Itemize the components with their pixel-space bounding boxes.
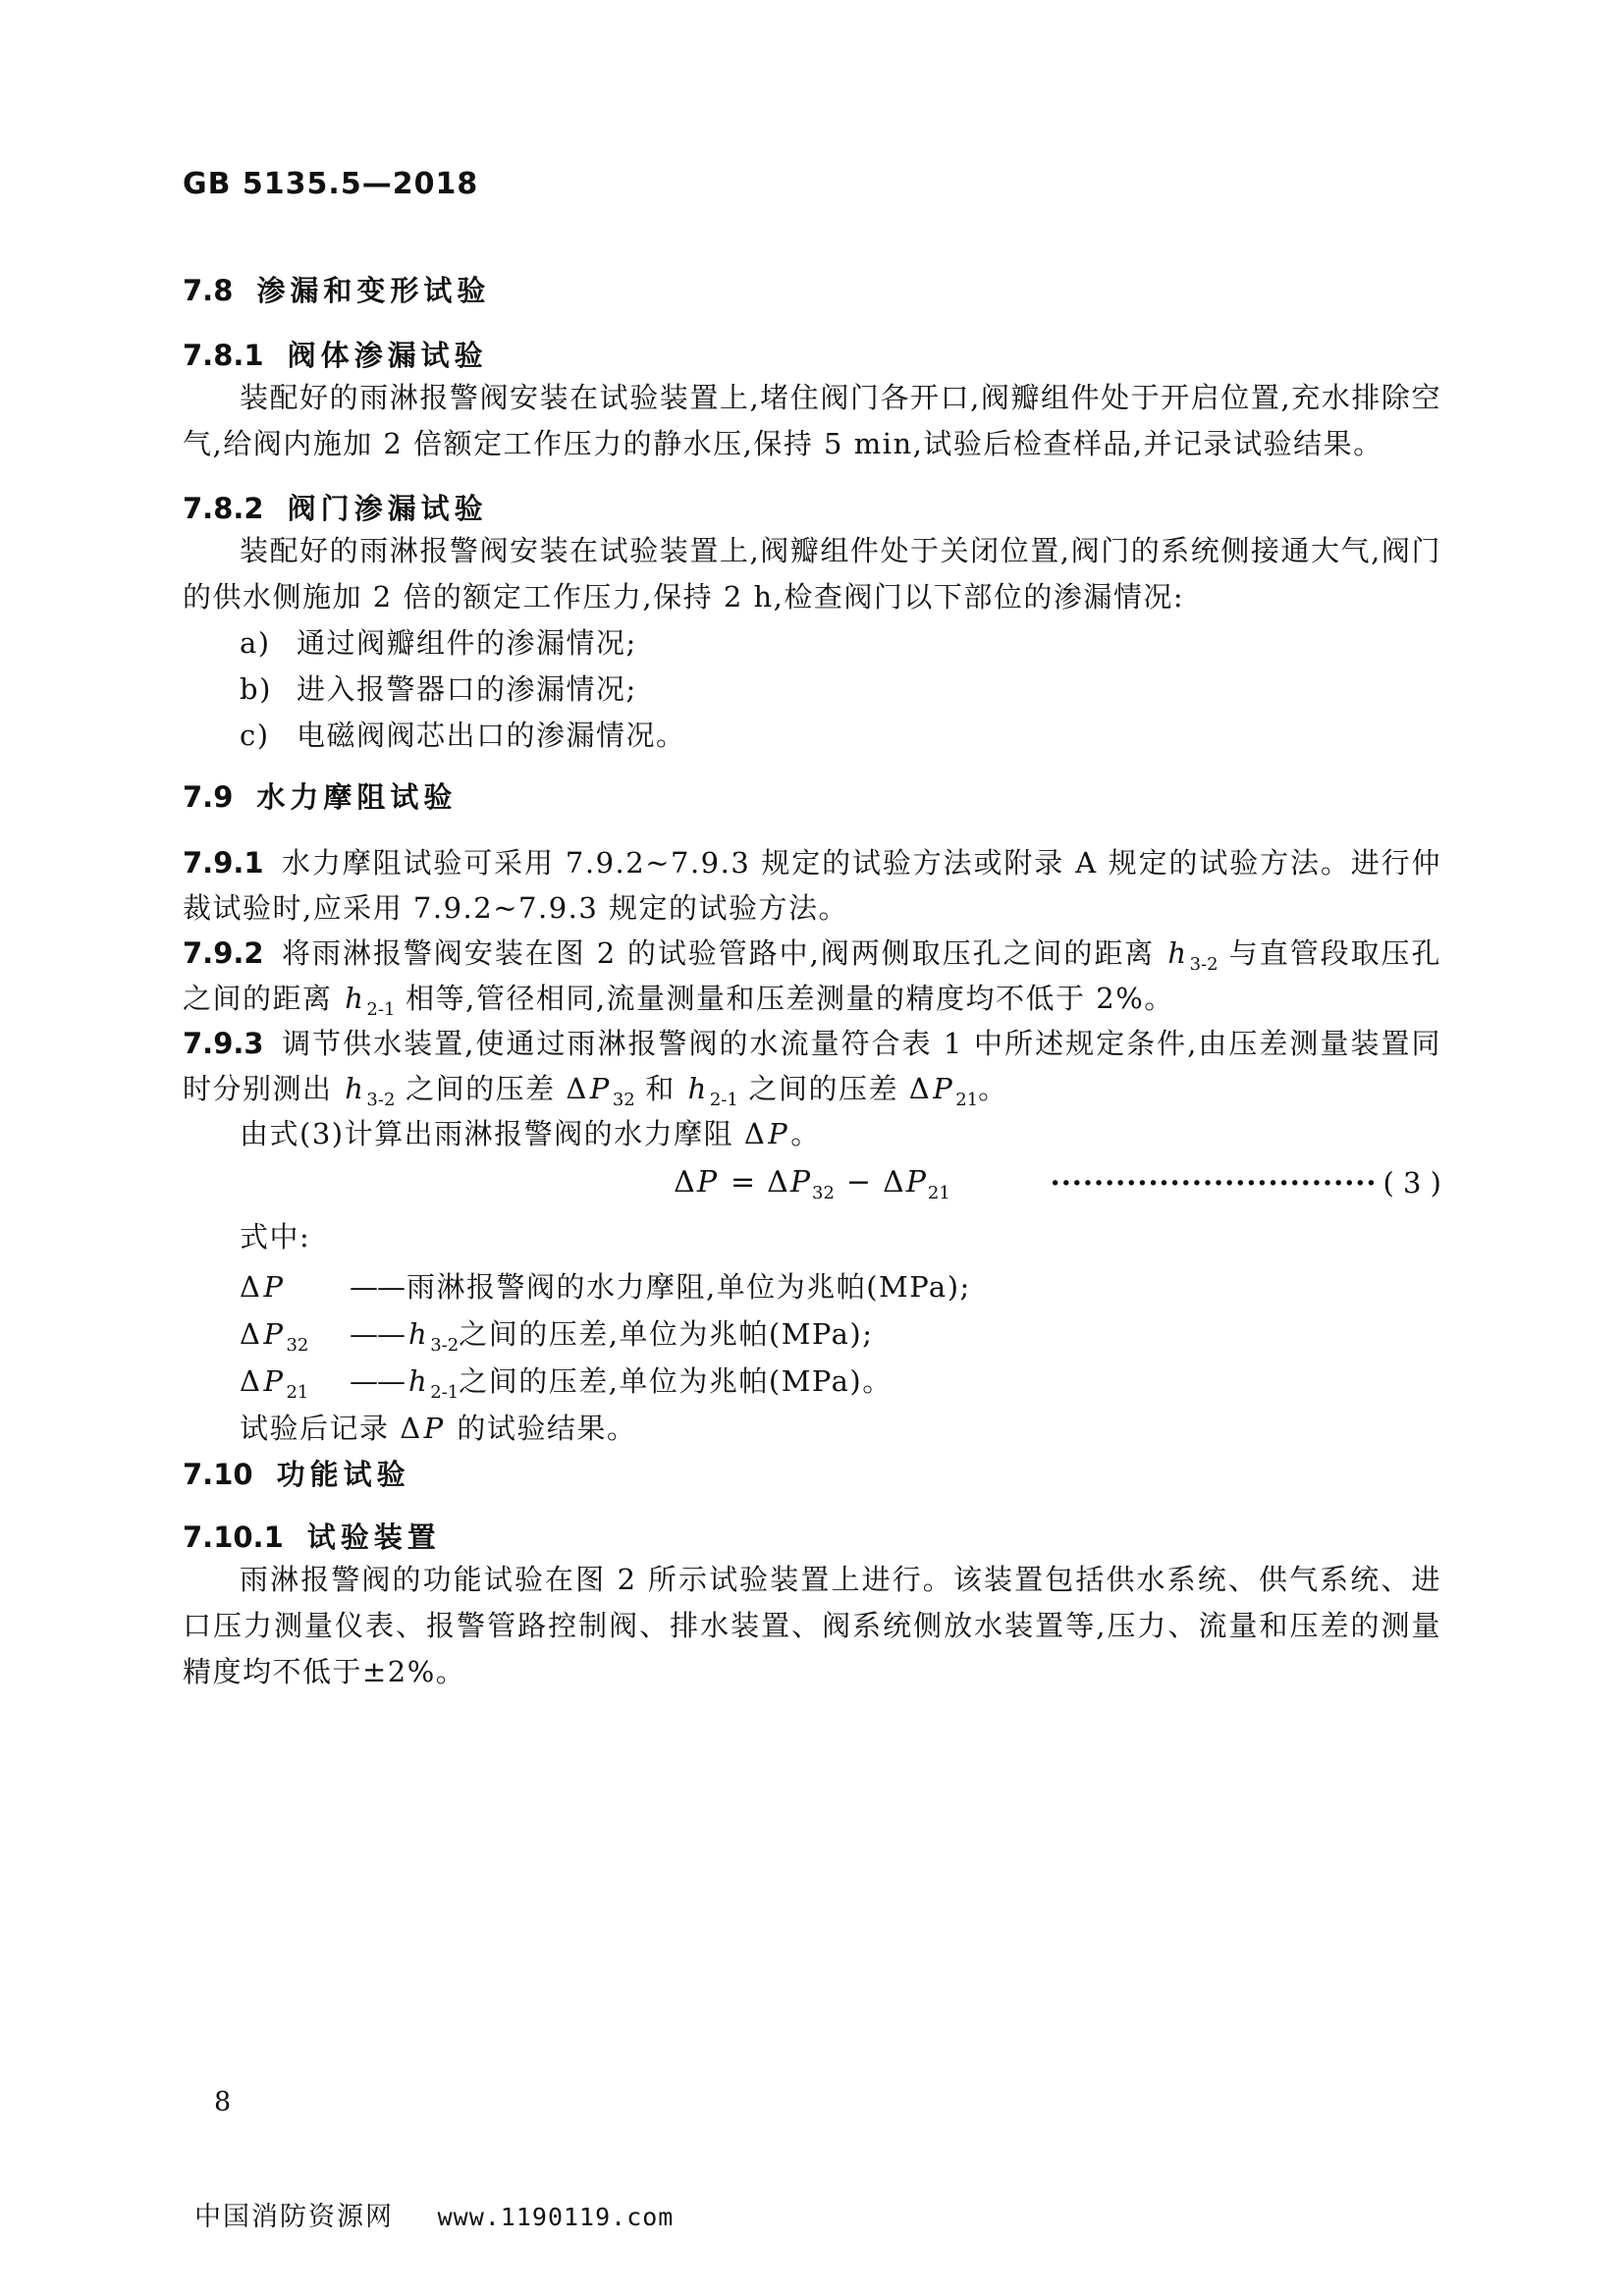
subscript-21: 21 xyxy=(955,1090,979,1110)
clause-text: 之间的压差 xyxy=(737,1072,909,1105)
subscript-32: 32 xyxy=(612,1090,635,1110)
subscript-32: 32 xyxy=(812,1183,835,1203)
definition-symbol xyxy=(240,1263,350,1310)
definition-symbol xyxy=(240,1310,350,1358)
subscript-21: 21 xyxy=(286,1382,309,1403)
var-P: P xyxy=(423,1412,445,1445)
var-h: h xyxy=(408,1364,429,1398)
var-P: P xyxy=(789,1165,811,1200)
definition-symbol xyxy=(240,1358,350,1405)
var-P: P xyxy=(696,1165,718,1200)
section-number: 7.8.2 xyxy=(183,492,264,525)
footer-site-url: www.1190119.com xyxy=(437,2203,675,2231)
var-P: P xyxy=(263,1270,285,1304)
list-item-label: c) xyxy=(240,719,270,752)
subscript-3-2: 3-2 xyxy=(430,1335,460,1356)
section-7-8-heading xyxy=(183,271,1441,310)
clause-text: 。 xyxy=(978,1072,1008,1105)
delta-symbol: Δ xyxy=(400,1412,422,1445)
dotted-leader: ······························ xyxy=(1050,1166,1378,1200)
delta-symbol: Δ xyxy=(767,1165,788,1200)
page-number: 8 xyxy=(214,2087,232,2117)
clause-text: 水力摩阻试验可采用 7.9.2~7.9.3 规定的试验方法或附录 A 规定的试验方法。进行仲裁试验时,应采用 7.9.2~7.9.3 规定的试验方法。 xyxy=(183,846,1441,925)
paragraph-7-9-3 xyxy=(183,1021,1441,1111)
clause-number: 7.9.1 xyxy=(183,846,264,880)
var-P: P xyxy=(589,1072,611,1105)
delta-symbol: Δ xyxy=(566,1072,588,1105)
var-h: h xyxy=(408,1317,429,1351)
section-number: 7.10.1 xyxy=(183,1521,284,1554)
clause-text: 。 xyxy=(790,1117,821,1150)
paragraph-7-9-2 xyxy=(183,931,1441,1021)
section-title: 试验装置 xyxy=(306,1521,441,1554)
var-P: P xyxy=(905,1165,926,1200)
subscript-32: 32 xyxy=(286,1335,309,1356)
var-P: P xyxy=(933,1072,954,1105)
var-P: P xyxy=(263,1317,285,1351)
equals-sign: = xyxy=(731,1165,756,1200)
delta-symbol: Δ xyxy=(240,1270,262,1304)
delta-symbol: Δ xyxy=(240,1364,262,1398)
where-label: 式中: xyxy=(240,1220,311,1254)
var-P: P xyxy=(768,1117,789,1150)
paragraph-7-8-1: 装配好的雨淋报警阀安装在试验装置上,堵住阀门各开口,阀瓣组件处于开启位置,充水排除空气,给阀内施加 2 倍额定工作压力的静水压,保持 5 min,试验后检查样品,并记录试验结果。 xyxy=(183,381,1441,460)
var-h: h xyxy=(687,1072,708,1105)
var-h: h xyxy=(345,1072,365,1105)
clause-text: 之间的压差 xyxy=(395,1072,567,1105)
record-text: 的试验结果。 xyxy=(446,1412,637,1445)
list-item-label: a) xyxy=(240,626,271,660)
delta-symbol: Δ xyxy=(883,1165,904,1200)
list-item xyxy=(183,713,1441,759)
section-7-9-heading xyxy=(183,777,1441,817)
equation-3-row xyxy=(183,1160,1441,1205)
definition-text: 之间的压差,单位为兆帕(MPa)。 xyxy=(459,1364,893,1398)
definition-delta-p32 xyxy=(183,1310,1441,1358)
record-text: 试验后记录 xyxy=(240,1412,401,1445)
list-item-text: 进入报警器口的渗漏情况; xyxy=(297,672,637,706)
definition-text: 雨淋报警阀的水力摩阻,单位为兆帕(MPa); xyxy=(406,1270,971,1304)
section-title: 阀门渗漏试验 xyxy=(287,492,488,525)
definition-text: 之间的压差,单位为兆帕(MPa); xyxy=(459,1317,874,1351)
delta-symbol: Δ xyxy=(743,1117,767,1150)
clause-text: 与直管段取压孔之间的距离 xyxy=(183,936,1442,1015)
leakage-check-list xyxy=(183,620,1441,759)
footer xyxy=(194,2195,674,2233)
subscript-3-2: 3-2 xyxy=(1189,954,1218,975)
list-item xyxy=(183,667,1441,713)
section-number: 7.10 xyxy=(183,1458,253,1491)
equation-number-label xyxy=(1051,1160,1441,1205)
subscript-2-1: 2-1 xyxy=(709,1090,738,1110)
subscript-2-1: 2-1 xyxy=(366,999,396,1020)
section-number: 7.8.1 xyxy=(183,339,264,372)
section-title: 功能试验 xyxy=(276,1458,410,1491)
paragraph-7-8-2-intro: 装配好的雨淋报警阀安装在试验装置上,阀瓣组件处于关闭位置,阀门的系统侧接通大气,阀门的供水侧施加 2 倍的额定工作压力,保持 2 h,检查阀门以下部位的渗漏情况: xyxy=(183,534,1441,614)
equation-number: ( 3 ) xyxy=(1382,1166,1441,1200)
list-item-text: 电磁阀阀芯出口的渗漏情况。 xyxy=(297,719,686,752)
section-title: 渗漏和变形试验 xyxy=(256,274,491,307)
clause-text: 调节供水装置,使通过雨淋报警阀的水流量符合表 1 中所述规定条件,由压差测量装置同时分别测出 xyxy=(183,1027,1441,1105)
definition-text xyxy=(406,1358,893,1405)
definition-dash: —— xyxy=(350,1270,405,1304)
section-title: 阀体渗漏试验 xyxy=(287,339,488,372)
subscript-21: 21 xyxy=(927,1183,950,1203)
minus-sign: − xyxy=(845,1165,872,1200)
list-item-label: b) xyxy=(240,672,272,706)
delta-symbol: Δ xyxy=(240,1317,262,1351)
clause-text: 将雨淋报警阀安装在图 2 的试验管路中,阀两侧取压孔之间的距离 xyxy=(281,936,1166,970)
var-P: P xyxy=(263,1364,285,1398)
symbol-definitions xyxy=(183,1263,1441,1452)
clause-number: 7.9.3 xyxy=(183,1027,264,1060)
footer-site-name: 中国消防资源网 xyxy=(194,2202,394,2232)
clause-text: 和 xyxy=(634,1072,686,1105)
clause-text: 相等,管径相同,流量测量和压差测量的精度均不低于 2%。 xyxy=(395,982,1174,1015)
definition-delta-p21 xyxy=(183,1358,1441,1405)
standard-number-header: GB 5135.5—2018 xyxy=(183,167,479,201)
section-7-10-heading xyxy=(183,1455,1441,1494)
section-7-8-1-heading xyxy=(183,336,1441,375)
clause-text: 由式(3)计算出雨淋报警阀的水力摩阻 xyxy=(240,1117,744,1150)
list-item-text: 通过阀瓣组件的渗漏情况; xyxy=(297,626,637,660)
record-result-line xyxy=(183,1405,1441,1452)
paragraph-7-10-1: 雨淋报警阀的功能试验在图 2 所示试验装置上进行。该装置包括供水系统、供气系统、进口压力测量仪表、报警管路控制阀、排水装置、阀系统侧放水装置等,压力、流量和压差的测量精度均不低于±2%。 xyxy=(183,1563,1441,1688)
clause-number: 7.9.2 xyxy=(183,936,264,970)
formula-intro xyxy=(183,1111,1441,1156)
definition-dash: —— xyxy=(350,1317,405,1351)
clause-paragraphs xyxy=(183,840,1441,1156)
definition-text xyxy=(406,1310,874,1358)
var-h: h xyxy=(345,982,365,1015)
section-number: 7.9 xyxy=(183,780,234,814)
delta-symbol: Δ xyxy=(908,1072,932,1105)
section-title: 水力摩阻试验 xyxy=(256,780,458,814)
section-7-8-2-heading xyxy=(183,489,1441,528)
subscript-3-2: 3-2 xyxy=(366,1090,396,1110)
section-7-10-1-heading xyxy=(183,1518,1441,1557)
delta-symbol: Δ xyxy=(674,1165,695,1200)
list-item xyxy=(183,620,1441,667)
var-h: h xyxy=(1167,936,1188,970)
paragraph-7-9-1 xyxy=(183,840,1441,931)
definition-dash: —— xyxy=(350,1364,405,1398)
subscript-2-1: 2-1 xyxy=(430,1382,460,1403)
section-number: 7.8 xyxy=(183,274,234,307)
definition-delta-p xyxy=(183,1263,1441,1310)
